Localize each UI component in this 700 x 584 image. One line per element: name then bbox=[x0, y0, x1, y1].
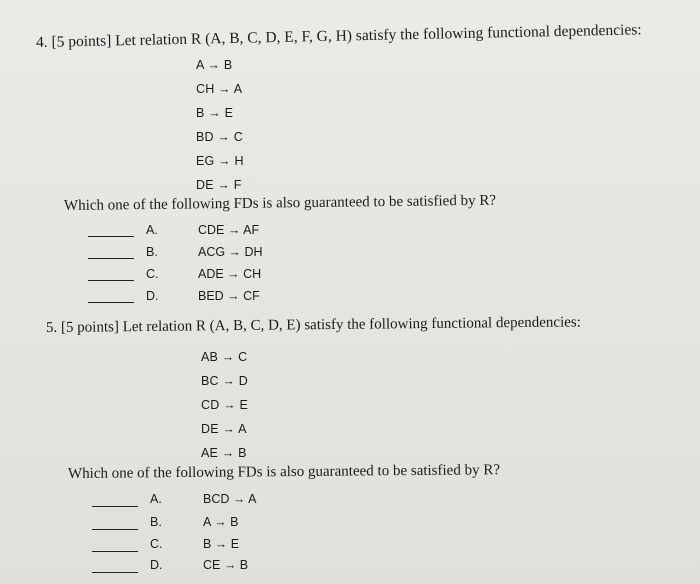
q4-answer-blank[interactable] bbox=[88, 236, 134, 237]
q4-dependency: DE → F bbox=[196, 178, 242, 192]
q5-option-fd: A → B bbox=[203, 515, 239, 529]
q5-answer-blank[interactable] bbox=[92, 572, 138, 573]
q4-dependency: CH → A bbox=[196, 82, 243, 96]
q4-option-fd: ACG → DH bbox=[198, 245, 263, 259]
q4-option-fd: ADE → CH bbox=[198, 267, 262, 281]
q4-answer-blank[interactable] bbox=[88, 302, 134, 303]
q5-dependency: BC → D bbox=[201, 374, 249, 388]
q4-option-letter: C. bbox=[146, 267, 159, 281]
q4-option-letter: A. bbox=[146, 223, 158, 237]
q4-option-letter: D. bbox=[146, 289, 159, 303]
q5-option-letter: D. bbox=[150, 558, 163, 572]
q4-prompt: Which one of the following FDs is also guaranteed to be satisfied by R? bbox=[63, 192, 497, 214]
q5-option-letter: C. bbox=[150, 537, 163, 551]
q5-prompt: Which one of the following FDs is also guaranteed to be satisfied by R? bbox=[67, 462, 501, 482]
q4-option-fd: BED → CF bbox=[198, 289, 260, 303]
q5-option-fd: BCD → A bbox=[203, 492, 257, 506]
q5-dependency: AB → C bbox=[201, 350, 248, 364]
q4-answer-blank[interactable] bbox=[88, 280, 134, 281]
q4-option-fd: CDE → AF bbox=[198, 223, 260, 237]
q4-option-letter: B. bbox=[146, 245, 158, 259]
q4-dependency: BD → C bbox=[196, 130, 244, 144]
q5-option-letter: B. bbox=[150, 515, 162, 529]
q5-dependency: AE → B bbox=[201, 446, 247, 460]
q4-header: 4. [5 points] Let relation R (A, B, C, D, E, F, G, H) satisfy the following functional dependencies: bbox=[35, 21, 642, 51]
q4-dependency: B → E bbox=[196, 106, 234, 120]
q5-answer-blank[interactable] bbox=[92, 551, 138, 552]
q4-dependency: EG → H bbox=[196, 154, 244, 168]
q5-answer-blank[interactable] bbox=[92, 506, 138, 507]
q5-option-fd: CE → B bbox=[203, 558, 249, 572]
q5-dependency: CD → E bbox=[201, 398, 249, 412]
q5-option-fd: B → E bbox=[203, 537, 240, 551]
q4-dependency: A → B bbox=[196, 58, 233, 72]
q5-dependency: DE → A bbox=[201, 422, 247, 436]
q5-option-letter: A. bbox=[150, 492, 162, 506]
q5-header: 5. [5 points] Let relation R (A, B, C, D, E) satisfy the following functional dependencies: bbox=[45, 314, 581, 336]
q5-answer-blank[interactable] bbox=[92, 529, 138, 530]
q4-answer-blank[interactable] bbox=[88, 258, 134, 259]
